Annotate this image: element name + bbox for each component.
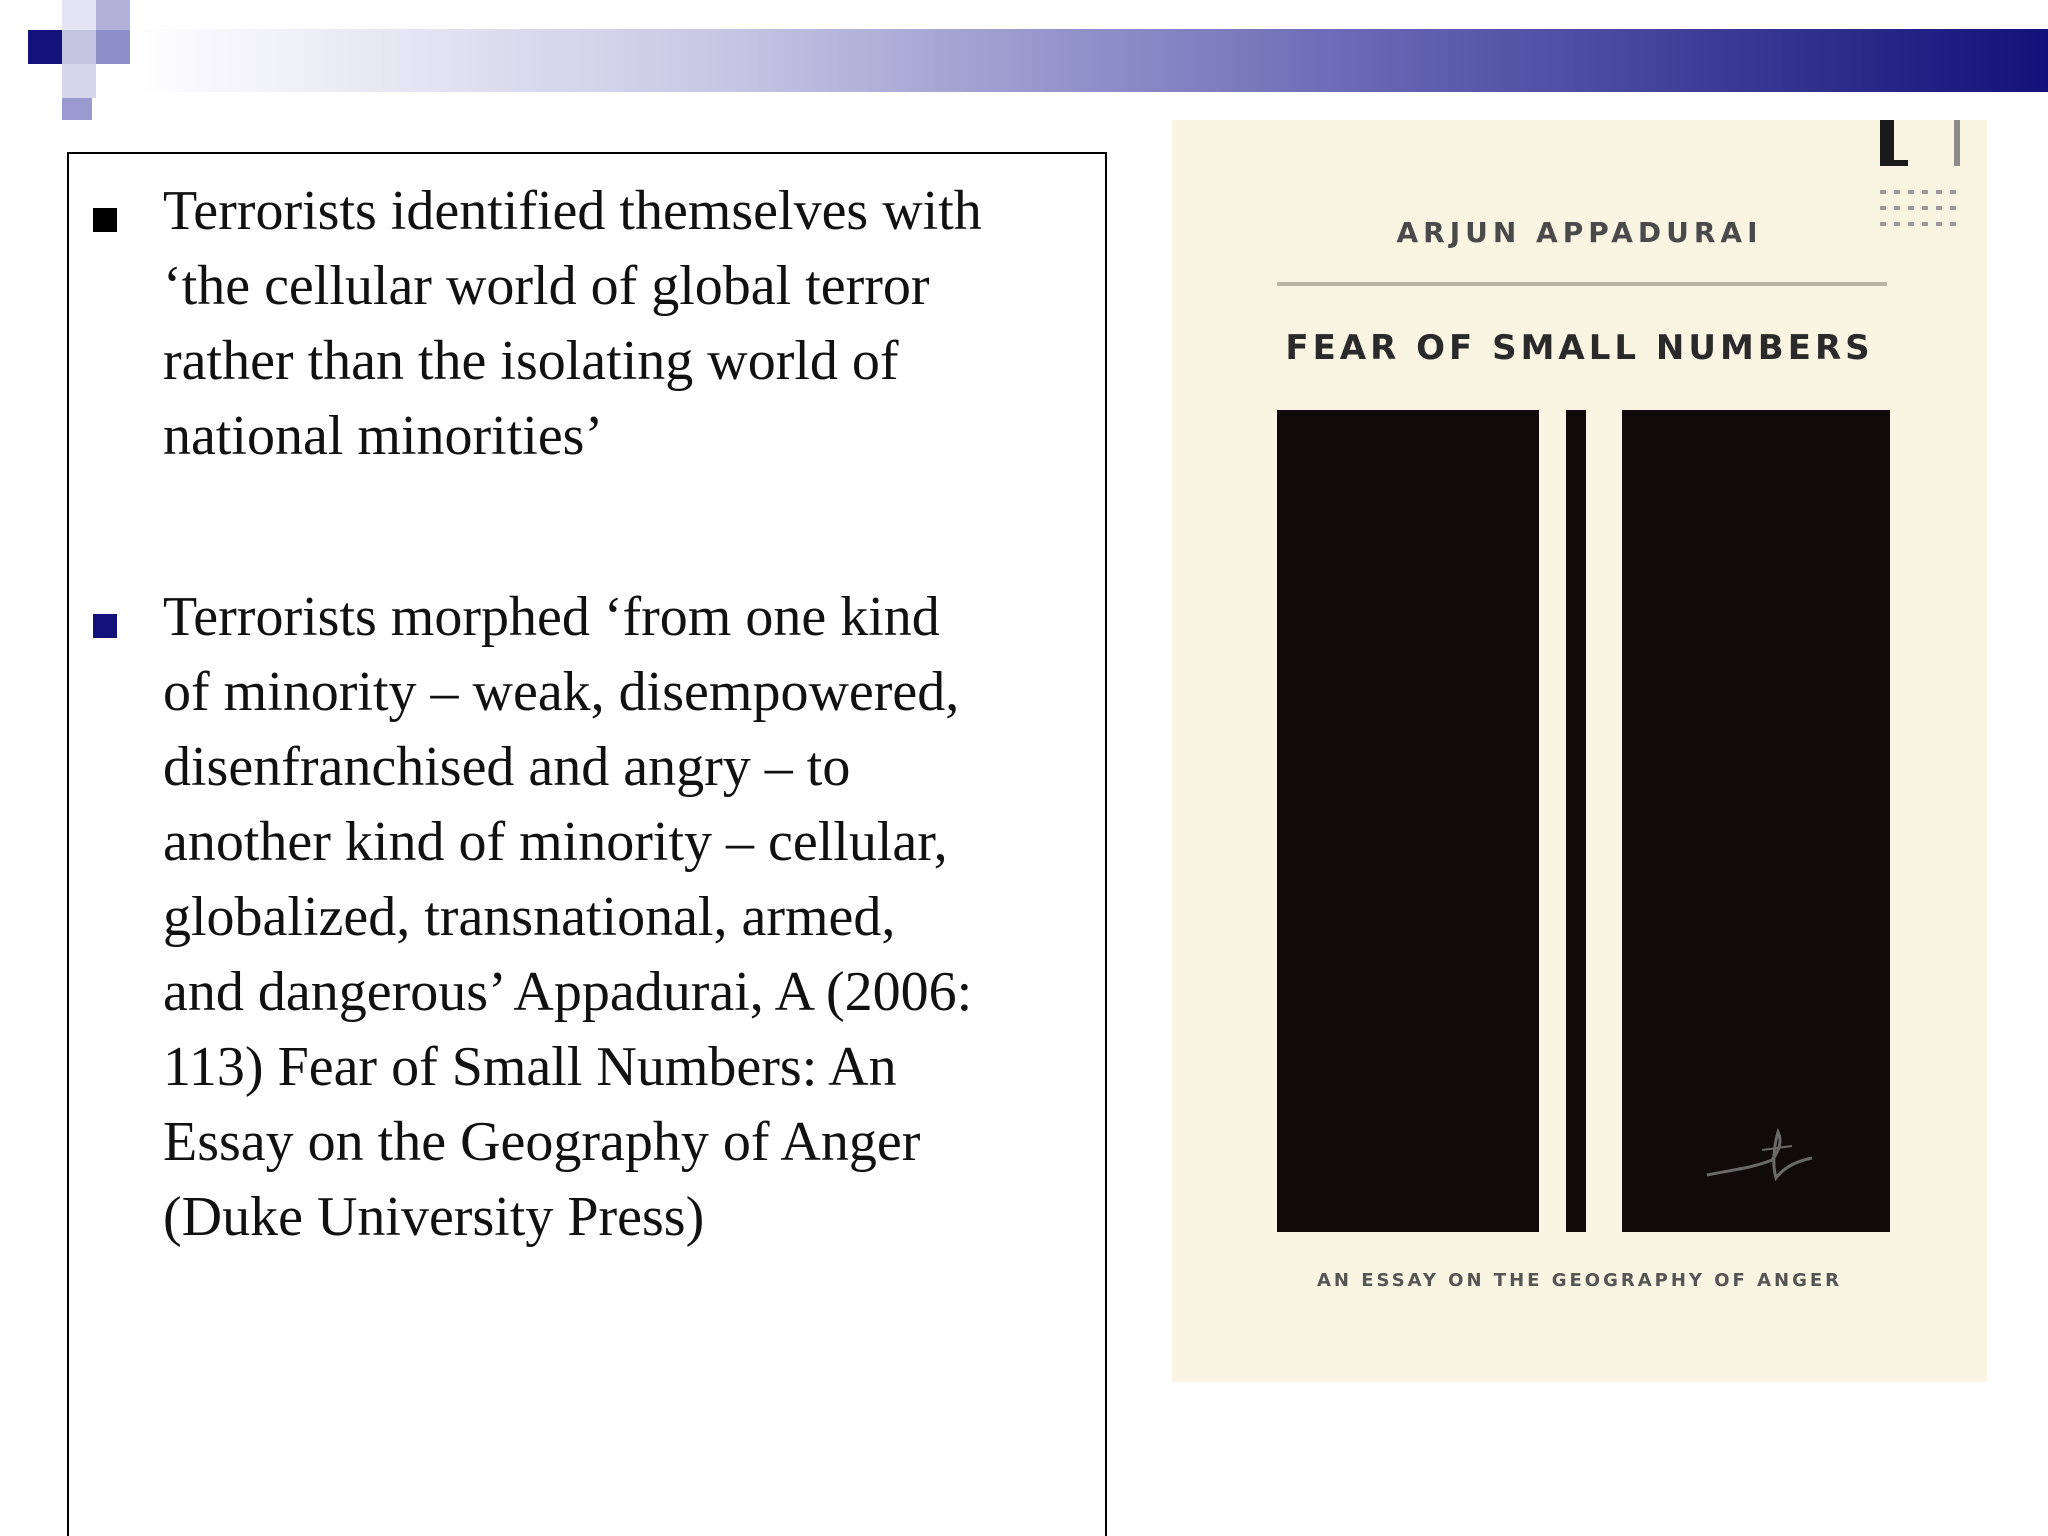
- cover-subtitle: AN ESSAY ON THE GEOGRAPHY OF ANGER: [1316, 1270, 1842, 1291]
- content-text-box: [67, 152, 1107, 1536]
- square-bullet-icon: [93, 208, 117, 232]
- cover-bar-left: [1277, 410, 1539, 1232]
- bullet-text-2: Terrorists morphed ‘from one kind of minority – weak, disempowered, disenfranchised and angry – to another kind of minority – cellular, globalized, transnational, armed, and dangerous’ Appadurai, A (2006: 113) Fear of Small Numbers: An Essay on the Geography of Anger (Duke University Press): [163, 586, 973, 1248]
- book-cover: [1172, 120, 1987, 1382]
- cover-bar-right: [1622, 410, 1890, 1232]
- header-gradient-bar: [130, 29, 2048, 92]
- header-square-dark: [28, 30, 62, 64]
- header-square-lower-accent: [62, 98, 92, 120]
- signature-icon: [1702, 1120, 1822, 1190]
- cover-title: FEAR OF SMALL NUMBERS: [1285, 328, 1874, 368]
- header-square-mid: [96, 0, 130, 30]
- header-square-pale: [62, 0, 96, 30]
- header-square-lavender: [96, 30, 130, 64]
- cover-divider: [1277, 282, 1887, 286]
- square-bullet-icon: [93, 614, 117, 638]
- header-square-light: [62, 30, 96, 64]
- header-square-lower: [62, 64, 96, 98]
- bullet-text-1: Terrorists identified themselves with ‘the cellular world of global terror rather than the isolating world of national minorities’: [163, 180, 982, 467]
- cover-bar-thin: [1566, 410, 1586, 1232]
- cover-author: ARJUN APPADURAI: [1396, 216, 1763, 249]
